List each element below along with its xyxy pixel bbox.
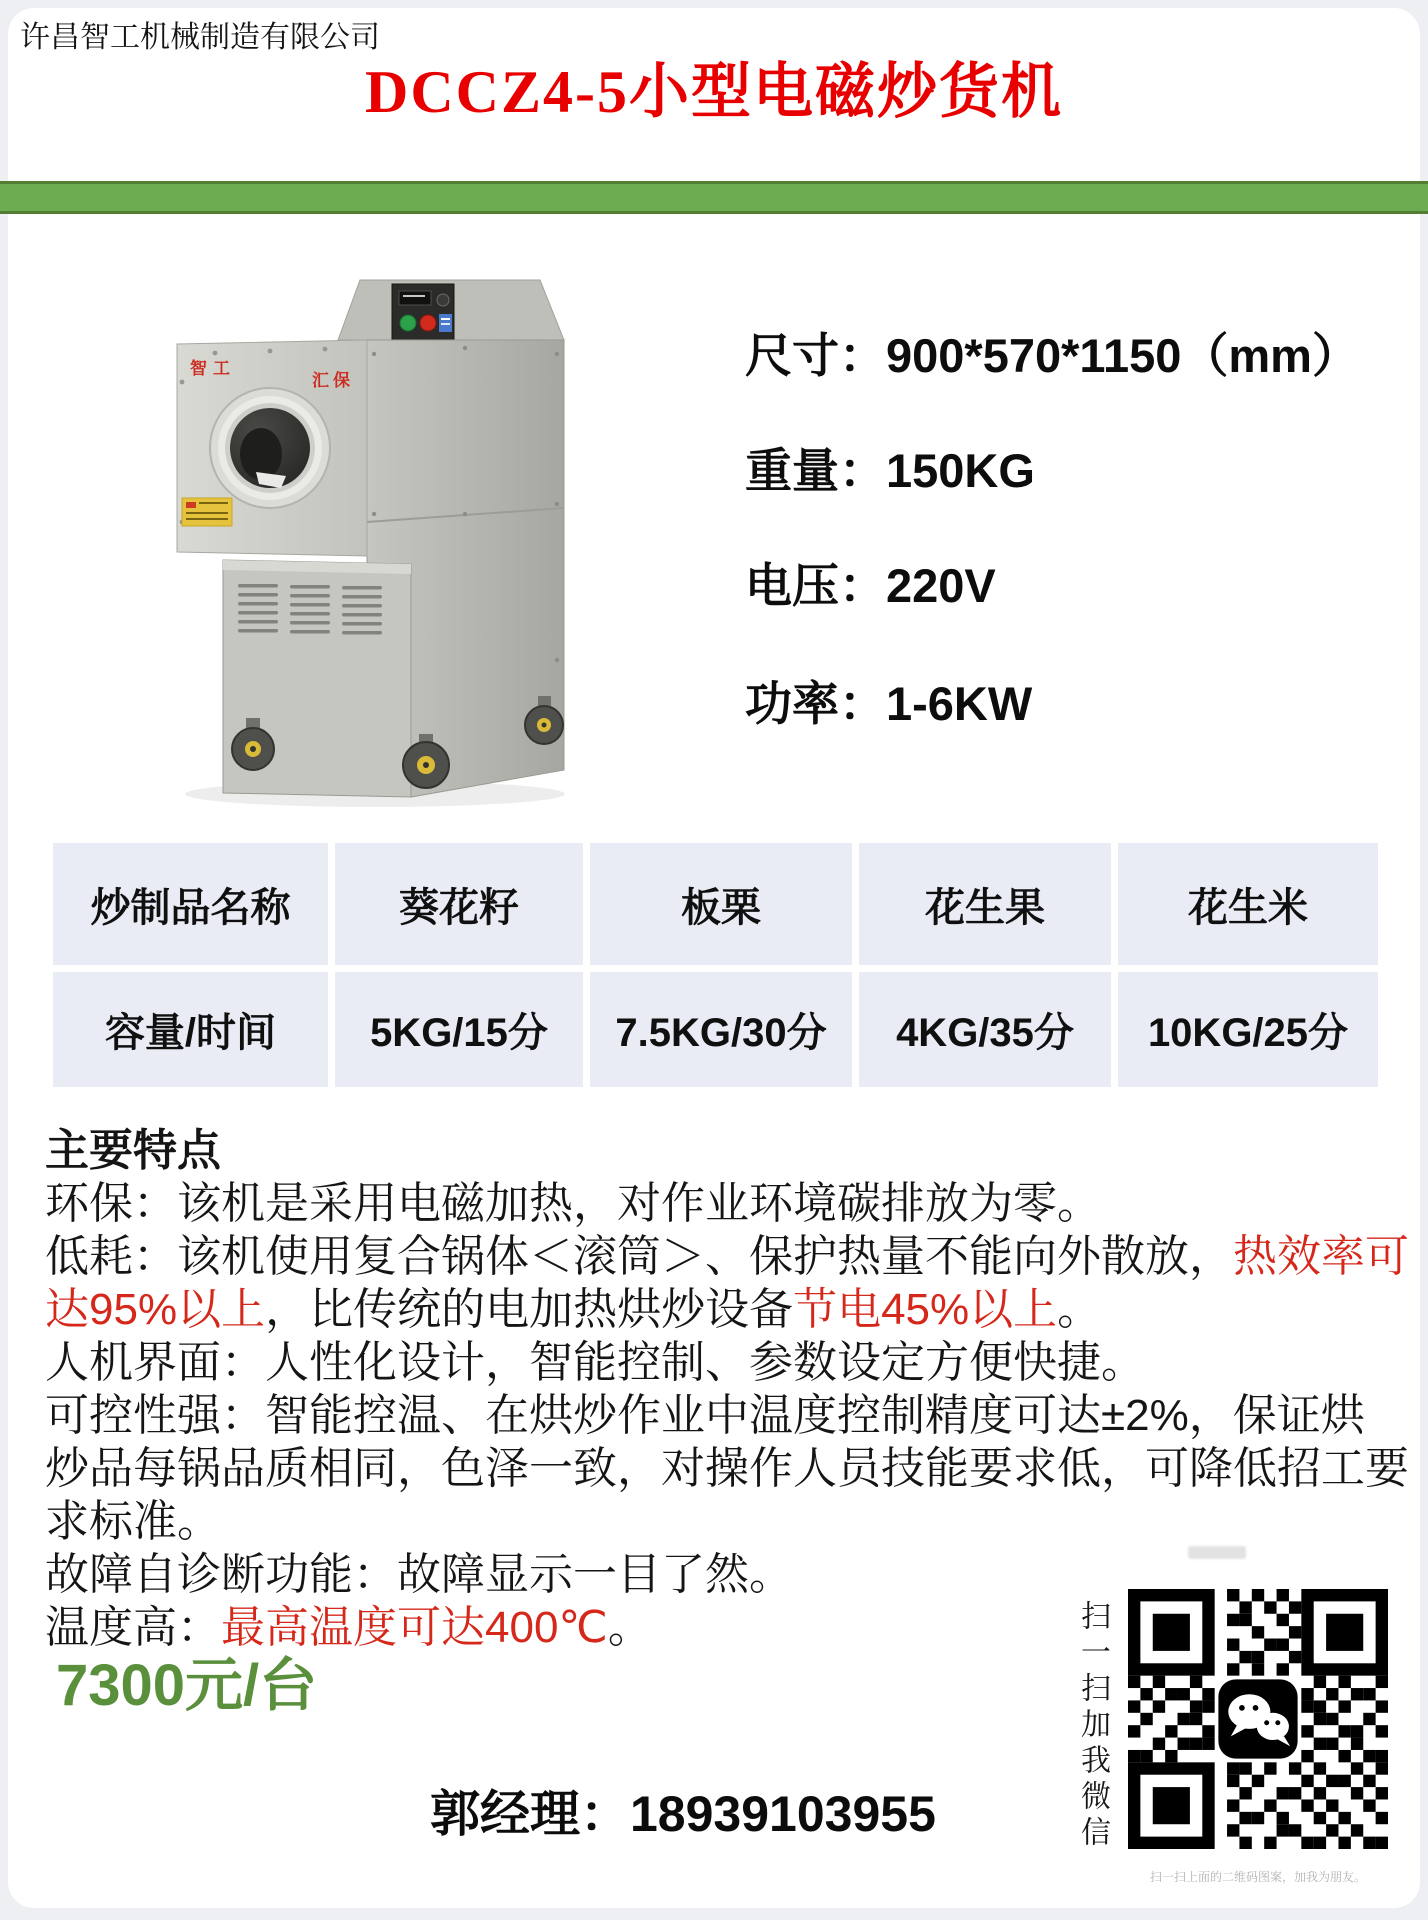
features-heading: 主要特点: [45, 1126, 221, 1175]
wechat-qr-code: [1128, 1588, 1388, 1850]
machine-photo-illustration: [120, 222, 580, 812]
spec-weight: 重量：150KG: [745, 444, 1035, 497]
price-text: 7300元/台: [56, 1653, 318, 1718]
contact-phone: 18939103955: [630, 1786, 936, 1842]
spec-voltage: 电压：220V: [745, 559, 996, 612]
spec-power: 功率：1-6KW: [745, 677, 1033, 730]
table-header-cell: 花生米: [1118, 843, 1378, 965]
company-name: 许昌智工机械制造有限公司: [20, 21, 380, 54]
warning-label: [182, 498, 232, 526]
feature-line: 可控性强：智能控温、在烘炒作业中温度控制精度可达±2%，保证烘: [45, 1391, 1365, 1440]
feature-line: 低耗：该机使用复合锅体＜滚筒＞、保护热量不能向外散放，热效率可: [45, 1232, 1409, 1281]
feature-line: 故障自诊断功能：故障显示一目了然。: [45, 1550, 793, 1599]
contact-line: [430, 1784, 936, 1844]
table-cell: 4KG/35分: [859, 972, 1111, 1087]
spec-dimensions: 尺寸：900*570*1150（mm）: [745, 329, 1359, 382]
control-panel: [392, 284, 454, 342]
table-cell: 10KG/25分: [1118, 972, 1378, 1087]
capacity-table: [53, 843, 1378, 1087]
page-title: DCCZ4-5小型电磁炒货机: [365, 59, 1063, 125]
table-header-cell: 花生果: [859, 843, 1111, 965]
contact-name: 郭经理：: [430, 1786, 630, 1842]
table-header-cell: 葵花籽: [335, 843, 583, 965]
feature-line: 温度高：最高温度可达400℃。: [45, 1603, 652, 1652]
wechat-logo-icon: [1218, 1679, 1297, 1758]
brand-text-right: 汇保: [312, 371, 354, 390]
qr-caption: 扫一扫上面的二维码图案，加我为朋友。: [1149, 1870, 1366, 1884]
qr-side-label: 扫一扫加我微信: [1076, 1600, 1109, 1852]
feature-line: 达95%以上，比传统的电加热烘炒设备节电45%以上。: [45, 1285, 1102, 1334]
blurred-watermark: [1188, 1546, 1246, 1559]
feature-line: 环保：该机是采用电磁加热，对作业环境碳排放为零。: [45, 1179, 1101, 1228]
table-cell: 7.5KG/30分: [590, 972, 852, 1087]
drum-porthole: [210, 388, 330, 508]
feature-line: 人机界面：人性化设计，智能控制、参数设定方便快捷。: [45, 1338, 1145, 1387]
green-divider-bar: [0, 181, 1428, 214]
table-header-cell: 炒制品名称: [53, 843, 328, 965]
table-cell: 5KG/15分: [335, 972, 583, 1087]
brand-text-left: 智工: [190, 359, 236, 378]
features-section: [45, 1124, 1409, 1654]
feature-line: 炒品每锅品质相同，色泽一致，对操作人员技能要求低，可降低招工要: [45, 1444, 1409, 1493]
feature-line: 求标准。: [45, 1497, 221, 1546]
table-header-cell: 板栗: [590, 843, 852, 965]
table-cell: 容量/时间: [53, 972, 328, 1087]
